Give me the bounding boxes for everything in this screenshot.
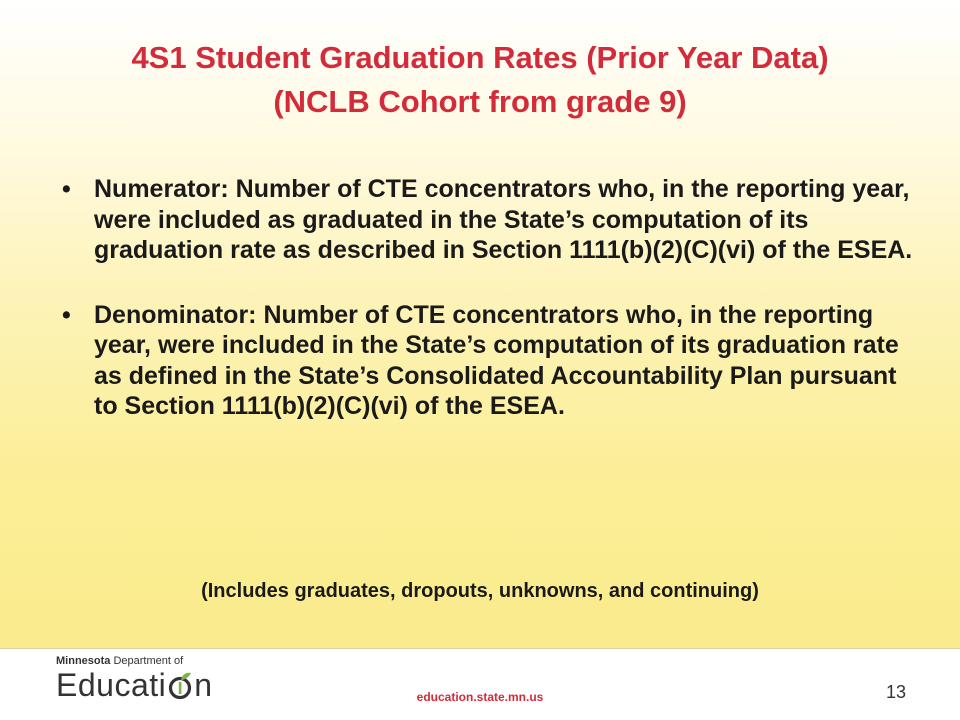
logo-top-line — [56, 655, 213, 667]
footer-url: education.state.mn.us — [416, 690, 544, 704]
bullet-denominator — [62, 300, 922, 422]
bullet-list — [62, 174, 922, 422]
slide-title — [40, 36, 920, 124]
includes-note: (Includes graduates, dropouts, unknowns, and continuing) — [201, 580, 759, 602]
logo-word — [56, 667, 213, 703]
title-line-2: (NCLB Cohort from grade 9) — [273, 84, 687, 119]
bullet-text: Numerator: Number of CTE concentrators who, in the reporting year, were included as graduated in the State’s computation of its graduation rate as described in Section 1111(b)(2)(C)(vi) of the ESEA. — [94, 175, 913, 264]
page-number: 13 — [885, 682, 906, 702]
logo-dept: Department of — [110, 655, 184, 667]
bullet-marker: • — [62, 300, 71, 329]
logo-word-start: Educati — [56, 667, 167, 703]
bullet-text: Denominator: Number of CTE concentrators who, in the reporting year, were included in the State’s computation of its graduation rate as defined in the State’s Consolidated Accountability Plan pursuant to Section 1111(b)(2)(C)(vi) of the ESEA. — [94, 300, 899, 420]
apple-o-icon — [167, 670, 193, 700]
logo-state: Minnesota — [56, 655, 111, 667]
logo-word-end: n — [194, 667, 213, 703]
title-line-1: 4S1 Student Graduation Rates (Prior Year Data) — [131, 40, 829, 75]
footer-divider — [0, 648, 960, 649]
bullet-marker: • — [62, 175, 71, 203]
mde-logo — [56, 655, 213, 703]
bullet-numerator — [62, 174, 922, 266]
